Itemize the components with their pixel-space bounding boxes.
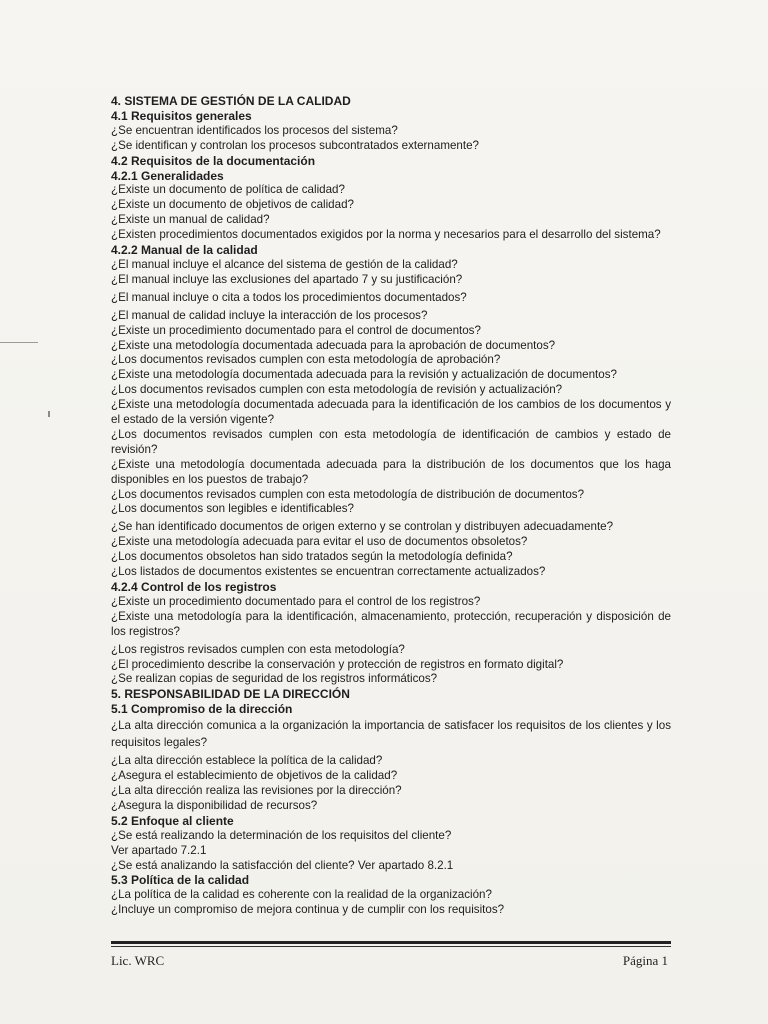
- section-heading: 4. SISTEMA DE GESTIÓN DE LA CALIDAD: [111, 94, 351, 108]
- checklist-question: ¿Se encuentran identificados los procesos del sistema?: [111, 123, 398, 137]
- section-heading: 4.2 Requisitos de la documentación: [111, 153, 316, 168]
- checklist-question: ¿Existe una metodología para la identificación, almacenamiento, protección, recuperación y disposición de los registros?: [111, 609, 671, 638]
- footer-page-number: Página 1: [622, 953, 668, 968]
- footer-author: Lic. WRC: [111, 953, 165, 968]
- margin-scan-dot: [48, 411, 50, 417]
- section-heading: 4.2.4 Control de los registros: [111, 580, 277, 594]
- section-heading: 4.1 Requisitos generales: [111, 108, 252, 123]
- section-heading: 5.2 Enfoque al cliente: [111, 813, 234, 828]
- footer-rule-thick: [111, 941, 671, 944]
- margin-scan-mark: [0, 342, 38, 343]
- section-heading: 5. RESPONSABILIDAD DE LA DIRECCIÓN: [111, 687, 350, 702]
- checklist-question: ¿La alta dirección realiza las revisiones por la dirección?: [111, 783, 402, 797]
- checklist-question: ¿Los listados de documentos existentes se encuentran correctamente actualizados?: [111, 565, 546, 579]
- document-body: [111, 94, 671, 918]
- checklist-question: ¿Los documentos obsoletos han sido tratados según la metodología definida?: [111, 550, 513, 564]
- checklist-question: ¿Incluye un compromiso de mejora continua y de cumplir con los requisitos?: [111, 903, 505, 917]
- checklist-question: ¿Los documentos revisados cumplen con esta metodología de revisión y actualización?: [111, 383, 563, 397]
- checklist-question: ¿El manual incluye las exclusiones del apartado 7 y su justificación?: [111, 272, 463, 286]
- checklist-question: ¿La alta dirección establece la política de la calidad?: [111, 754, 383, 768]
- checklist-question: ¿Existen procedimientos documentados exigidos por la norma y necesarios para el desarrollo del sistema?: [111, 228, 661, 242]
- checklist-question: ¿Se realizan copias de seguridad de los registros informáticos?: [111, 672, 438, 686]
- checklist-question: ¿Asegura el establecimiento de objetivos de la calidad?: [111, 769, 398, 783]
- checklist-question: ¿Existe una metodología documentada adecuada para la aprobación de documentos?: [111, 338, 556, 352]
- checklist-question: ¿Los documentos revisados cumplen con esta metodología de aprobación?: [111, 353, 501, 367]
- checklist-question: ¿Existe una metodología documentada adecuada para la distribución de los documentos que los haga disponibles en los puestos de trabajo?: [111, 457, 671, 486]
- footer-rule-thin: [111, 946, 671, 947]
- checklist-question: ¿Existe un procedimiento documentado para el control de documentos?: [111, 323, 481, 337]
- checklist-question: ¿Asegura la disponibilidad de recursos?: [111, 798, 318, 812]
- checklist-question: ¿Se identifican y controlan los procesos subcontratados externamente?: [111, 138, 479, 152]
- checklist-question: ¿Existe un documento de objetivos de calidad?: [111, 198, 354, 212]
- checklist-question: ¿Existe una metodología documentada adecuada para la revisión y actualización de documentos?: [111, 368, 617, 382]
- checklist-question: ¿Los documentos revisados cumplen con esta metodología de identificación de cambios y estado de revisión?: [111, 427, 671, 456]
- checklist-question: ¿El manual incluye o cita a todos los procedimientos documentados?: [111, 290, 467, 304]
- section-heading: 5.1 Compromiso de la dirección: [111, 702, 293, 717]
- checklist-question: ¿Existe un documento de política de calidad?: [111, 183, 345, 197]
- section-heading: 5.3 Política de la calidad: [111, 873, 250, 888]
- section-heading: 4.2.1 Generalidades: [111, 168, 224, 183]
- checklist-question: ¿Se está analizando la satisfacción del cliente? Ver apartado 8.2.1: [111, 858, 454, 872]
- checklist-question: ¿Existe una metodología adecuada para evitar el uso de documentos obsoletos?: [111, 535, 528, 549]
- checklist-question: ¿El procedimiento describe la conservación y protección de registros en formato digital?: [111, 657, 564, 671]
- checklist-question: ¿Existe una metodología documentada adecuada para la identificación de los cambios de los documentos y el estado de la versión vigente?: [111, 398, 671, 427]
- section-heading: 4.2.2 Manual de la calidad: [111, 243, 258, 258]
- checklist-question: ¿La política de la calidad es coherente con la realidad de la organización?: [111, 888, 492, 902]
- checklist-question: ¿Existe un manual de calidad?: [111, 213, 270, 227]
- checklist-question: ¿Se han identificado documentos de origen externo y se controlan y distribuyen adecuadamente?: [111, 520, 614, 534]
- checklist-question: Ver apartado 7.2.1: [111, 843, 207, 857]
- checklist-question: ¿Los documentos son legibles e identificables?: [111, 502, 354, 516]
- checklist-question: ¿Existe un procedimiento documentado para el control de los registros?: [111, 594, 481, 608]
- checklist-question: ¿El manual de calidad incluye la interacción de los procesos?: [111, 308, 428, 322]
- checklist-question: ¿El manual incluye el alcance del sistema de gestión de la calidad?: [111, 257, 458, 271]
- checklist-question: ¿Los documentos revisados cumplen con esta metodología de distribución de documentos?: [111, 487, 585, 501]
- checklist-question: ¿Los registros revisados cumplen con esta metodología?: [111, 642, 405, 656]
- checklist-question: ¿La alta dirección comunica a la organización la importancia de satisfacer los requisitos de los clientes y los requisitos legales?: [111, 719, 671, 750]
- checklist-question: ¿Se está realizando la determinación de los requisitos del cliente?: [111, 828, 452, 842]
